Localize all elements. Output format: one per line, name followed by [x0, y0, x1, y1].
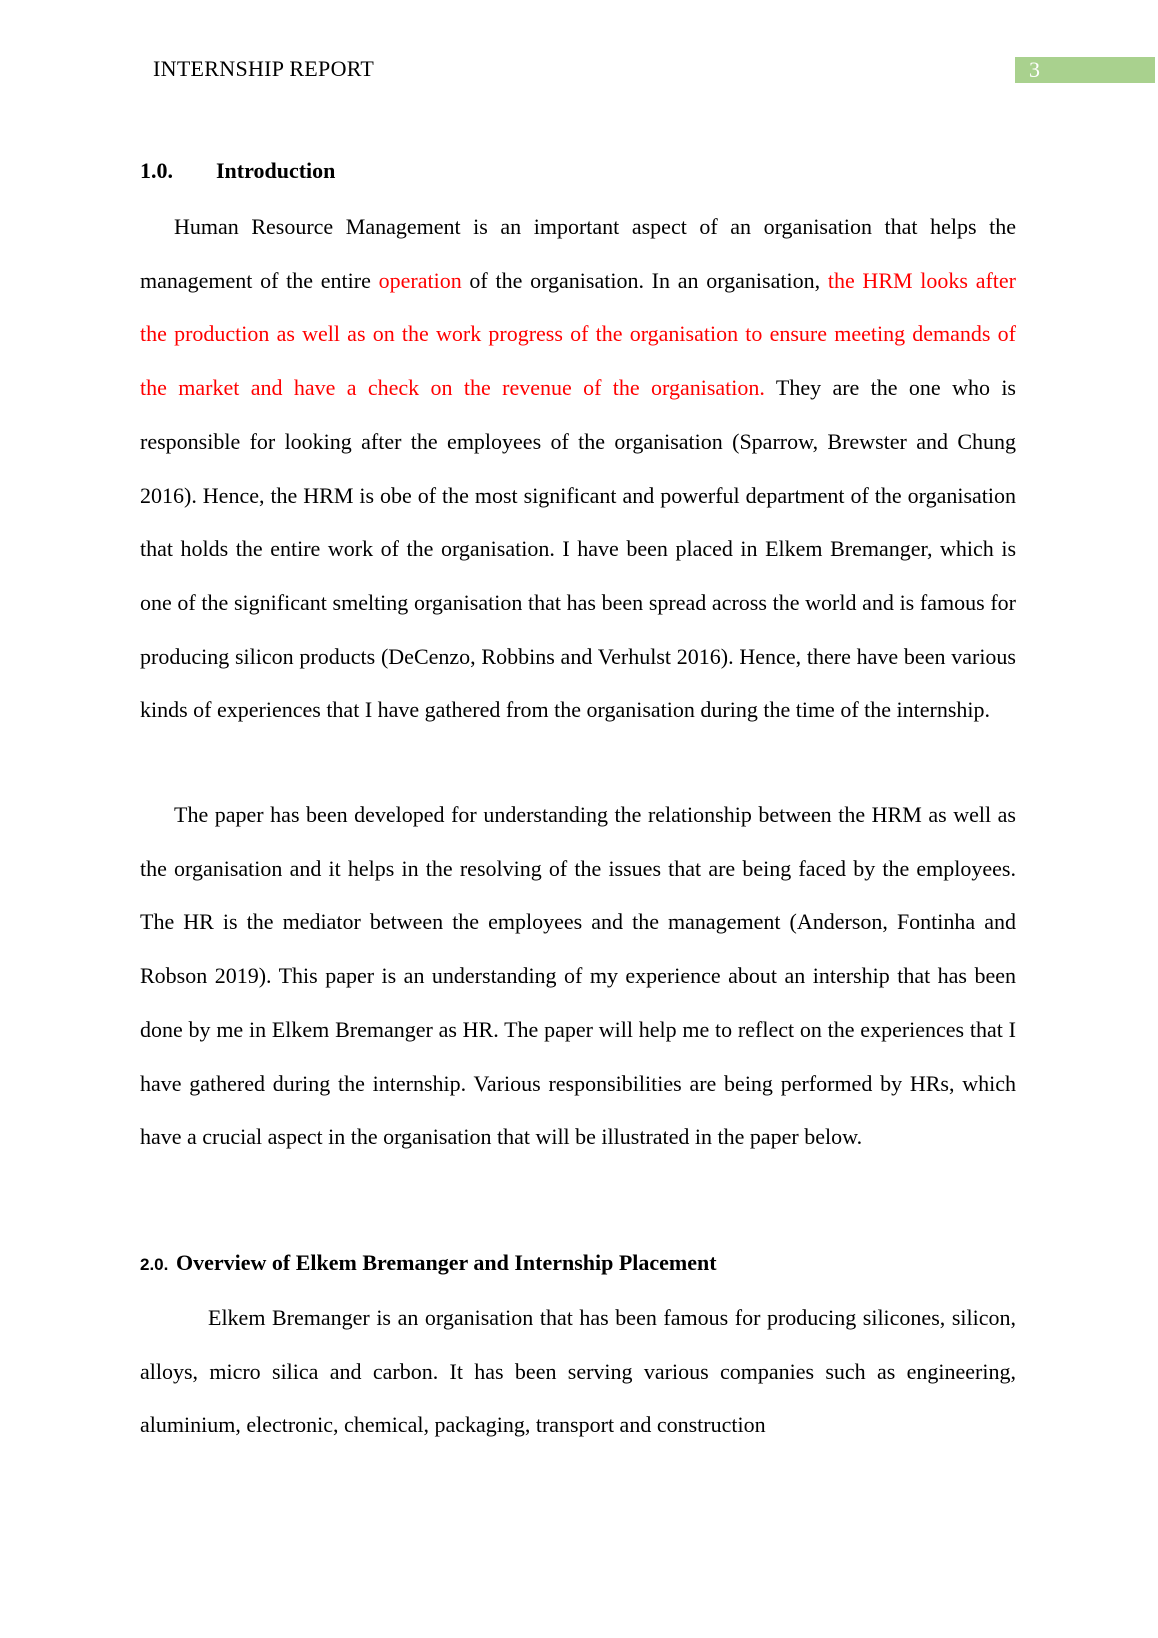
header-title: INTERNSHIP REPORT — [153, 56, 375, 81]
section-2-title: Overview of Elkem Bremanger and Internship Placement — [176, 1250, 717, 1275]
section-2-heading — [140, 1250, 717, 1278]
para1-highlight-operation: operation — [378, 267, 462, 293]
page-number: 3 — [1029, 57, 1040, 82]
para1-text-b: of the organisation. In an organisation, — [461, 267, 828, 293]
para1-highlight-hrm: the HRM looks after the production as well as on the work progress of the organisation to ensure meeting demands of the market and have a check on the revenue of the organisation. — [140, 267, 1016, 401]
section-2-number: 2.0. — [140, 1255, 169, 1274]
para1-text-c: They are the one who is responsible for looking after the employees of the organisation (Sparrow, Brewster and Chung 2016). Hence, the HRM is obe of the most significant and powerful department of the organisation that holds the entire work of the organisation. I have been placed in Elkem Bremanger, which is one of the significant smelting organisation that has been spread across the world and is famous for producing silicon products (DeCenzo, Robbins and Verhulst 2016). Hence, there have been various kinds of experiences that I have gathered from the organisation during the time of the internship. — [140, 375, 1016, 723]
para2-text: The paper has been developed for understanding the relationship between the HRM as well as the organisation and it helps in the resolving of the issues that are being faced by the employees. The HR is the mediator between the employees and the management (Anderson, Fontinha and Robson 2019). This paper is an understanding of my experience about an intership that has been done by me in Elkem Bremanger as HR. The paper will help me to reflect on the experiences that I have gathered during the internship. Various responsibilities are being performed by HRs, which have a crucial aspect in the organisation that will be illustrated in the paper below. — [140, 802, 1016, 1150]
section-1-title: Introduction — [216, 158, 336, 183]
section-1-paragraph-2 — [140, 788, 1016, 1164]
section-2-para1-text: Elkem Bremanger is an organisation that has been famous for producing silicones, silicon, alloys, micro silica and carbon. It has been serving various companies such as engineering, aluminium, electronic, chemical, packaging, transport and construction — [140, 1305, 1016, 1438]
para1-text-a: Human Resource Management is an important aspect of an organisation that helps the management of the entire — [140, 214, 1016, 293]
section-1-number: 1.0. — [140, 158, 173, 183]
section-1-heading — [140, 158, 335, 184]
section-2-paragraph-1 — [140, 1291, 1016, 1452]
section-1-paragraph-1 — [140, 200, 1016, 737]
page-number-box — [1015, 57, 1155, 83]
